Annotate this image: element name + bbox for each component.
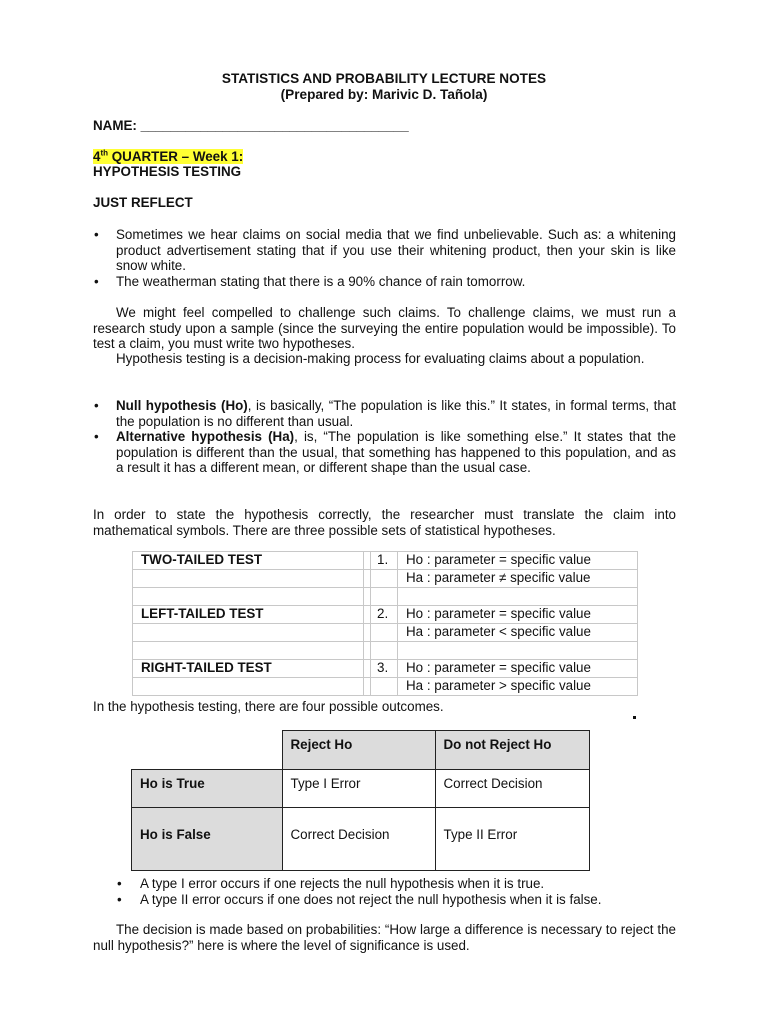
test-ho: Ho : parameter = specific value <box>398 660 638 678</box>
row-header-ho-true: Ho is True <box>132 770 283 808</box>
list-item: • A type I error occurs if one rejects the null hypothesis when it is true. <box>117 876 677 892</box>
alternative-hypothesis-term: Alternative hypothesis (Ha) <box>116 429 295 444</box>
null-hypothesis-term: Null hypothesis (Ho) <box>116 398 248 413</box>
test-ho: Ho : parameter = specific value <box>398 606 638 624</box>
paragraph-hypothesis-testing: Hypothesis testing is a decision-making process for evaluating claims about a population. <box>116 351 645 366</box>
outcomes-intro: In the hypothesis testing, there are four possible outcomes. <box>93 699 444 714</box>
table-row <box>133 642 638 660</box>
table-row <box>133 588 638 606</box>
list-item <box>93 429 676 476</box>
row-header-ho-false: Ho is False <box>132 808 283 871</box>
hypothesis-definition-list <box>93 398 676 476</box>
topic-heading: HYPOTHESIS TESTING <box>93 164 242 179</box>
test-number: 2. <box>371 606 398 624</box>
table-row <box>133 570 638 588</box>
reflect-bullet-list <box>93 227 676 289</box>
test-label-two-tailed: TWO-TAILED TEST <box>133 552 364 570</box>
table-row <box>133 624 638 642</box>
col-header-reject: Reject Ho <box>282 731 435 770</box>
test-ho: Ho : parameter = specific value <box>398 552 638 570</box>
null-hypothesis-text: , is basically, “The population is like this.” It states, in formal terms, that the population is no different than usual. <box>116 398 676 429</box>
test-ha: Ha : parameter < specific value <box>398 624 638 642</box>
table-row <box>133 660 638 678</box>
alternative-hypothesis-text: , is, “The population is like something else.” It states that the population is different than the usual, that something has happened to this population, and as a result it has a different mean, or different shape than the usual case. <box>116 429 676 475</box>
hypothesis-types-table <box>132 551 638 696</box>
quarter-label: QUARTER – Week 1: <box>108 149 244 164</box>
list-item: • Sometimes we hear claims on social media that we find unbelievable. Such as: a whitening product advertisement stating that if you use their whitening product, then your skin is like snow white. <box>93 227 676 274</box>
test-label-left-tailed: LEFT-TAILED TEST <box>133 606 364 624</box>
quarter-heading <box>93 149 243 165</box>
test-number: 3. <box>371 660 398 678</box>
paragraph-decision: The decision is made based on probabilities: “How large a difference is necessary to reject the null hypothesis?” here is where the level of significance is used. <box>93 922 676 953</box>
table-row <box>133 552 638 570</box>
test-number: 1. <box>371 552 398 570</box>
test-ha: Ha : parameter ≠ specific value <box>398 570 638 588</box>
table-row <box>132 808 590 871</box>
quarter-ordinal: 4 <box>93 149 101 164</box>
table-row <box>133 678 638 696</box>
outcomes-table <box>131 730 590 871</box>
document-author: (Prepared by: Marivic D. Tañola) <box>280 87 488 102</box>
list-item <box>93 398 676 429</box>
test-ha: Ha : parameter > specific value <box>398 678 638 696</box>
name-field: NAME: ____________________________________ <box>93 118 409 133</box>
table-row <box>132 731 590 770</box>
table-row <box>133 606 638 624</box>
outcome-cell: Type I Error <box>282 770 435 808</box>
quarter-ordinal-suffix: th <box>100 148 109 158</box>
outcome-cell: Correct Decision <box>282 808 435 871</box>
test-label-right-tailed: RIGHT-TAILED TEST <box>133 660 364 678</box>
error-types-list <box>117 876 677 907</box>
table-row <box>132 770 590 808</box>
col-header-do-not-reject: Do not Reject Ho <box>435 731 589 770</box>
paragraph-translate-claim: In order to state the hypothesis correctly, the researcher must translate the claim into mathematical symbols. There are three possible sets of statistical hypotheses. <box>93 507 676 538</box>
stray-dot <box>633 716 636 719</box>
list-item: • The weatherman stating that there is a 90% chance of rain tomorrow. <box>93 274 676 290</box>
document-title: STATISTICS AND PROBABILITY LECTURE NOTES <box>221 71 547 86</box>
section-heading-just-reflect: JUST REFLECT <box>93 195 193 210</box>
outcome-cell: Correct Decision <box>435 770 589 808</box>
outcome-cell: Type II Error <box>435 808 589 871</box>
paragraph-challenge-claims: We might feel compelled to challenge such claims. To challenge claims, we must run a research study upon a sample (since the surveying the entire population would be impossible). To test a claim, you must write two hypotheses. <box>93 305 676 351</box>
list-item: • A type II error occurs if one does not reject the null hypothesis when it is false. <box>117 892 677 908</box>
